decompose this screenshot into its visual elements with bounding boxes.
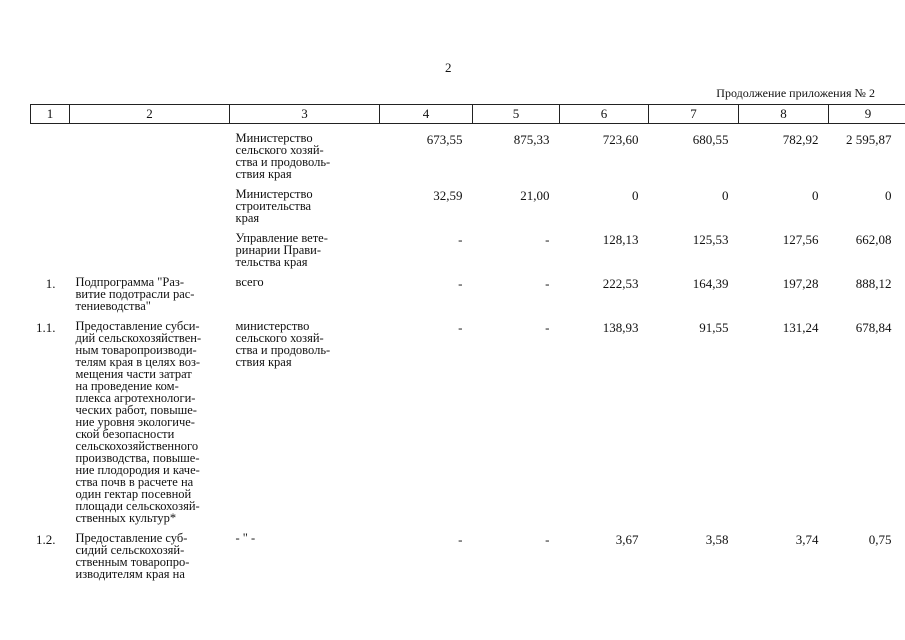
row-value: 21,00	[520, 188, 550, 203]
row-value: 673,55	[426, 132, 463, 147]
column-header: 2	[70, 105, 230, 124]
row-value: 128,13	[602, 232, 639, 247]
row-value: 680,55	[692, 132, 729, 147]
row-value: 662,08	[855, 232, 892, 247]
row-executor: Управление вете- ринарии Прави- тельства края	[235, 231, 328, 269]
page-number: 2	[445, 60, 452, 75]
row-number: 1.1.	[36, 320, 56, 335]
row-value: 0	[812, 188, 819, 203]
row-name: Подпрограмма "Раз- витие подотрасли рас- тениеводства"	[75, 275, 195, 313]
column-header: 7	[649, 105, 739, 124]
row-value: -	[458, 320, 463, 335]
row-value: 138,93	[602, 320, 639, 335]
column-header: 5	[473, 105, 560, 124]
table-row	[31, 180, 905, 224]
column-header: 4	[380, 105, 473, 124]
row-value: 888,12	[855, 276, 892, 291]
row-executor: Министерство сельского хозяй- ства и продоволь- ствия края	[235, 131, 331, 181]
column-header: 1	[31, 105, 70, 124]
table-row	[31, 224, 905, 268]
budget-table	[30, 104, 905, 580]
row-number: 1.2.	[36, 532, 56, 547]
row-executor: министерство сельского хозяй- ства и продоволь- ствия края	[235, 319, 331, 369]
row-name	[70, 124, 230, 181]
row-name: Предоставление субси- дий сельскохозяйствен- ным товаропроизводи- телям края в целях воз- мещения части затрат на проведение ком- плекса агротехнологи- ческих работ, повыше- ние уровня экологиче- ской безопасности сельскохозяйственного производства, повыше- ние плодородия и каче- ства почв в расчете на один гектар посевной площади сельскохозяй- ственных культур*	[75, 319, 202, 525]
row-value: 875,33	[513, 132, 550, 147]
column-header: 3	[230, 105, 380, 124]
row-value: 3,74	[795, 532, 819, 547]
row-value: 197,28	[782, 276, 819, 291]
column-header: 9	[829, 105, 905, 124]
row-value: 3,58	[705, 532, 729, 547]
table-row	[31, 312, 905, 524]
table-header-row	[31, 105, 905, 124]
column-header: 6	[560, 105, 649, 124]
row-value: 3,67	[615, 532, 639, 547]
row-value: -	[458, 276, 463, 291]
column-header: 8	[739, 105, 829, 124]
row-value: -	[545, 532, 550, 547]
row-value: 91,55	[699, 320, 729, 335]
row-value: 164,39	[692, 276, 729, 291]
row-value: 0	[632, 188, 639, 203]
row-value: 723,60	[602, 132, 639, 147]
row-number	[31, 180, 70, 224]
row-number	[31, 224, 70, 268]
row-value: 0	[722, 188, 729, 203]
row-value: -	[458, 232, 463, 247]
table-row	[31, 524, 905, 580]
row-value: -	[458, 532, 463, 547]
row-value: 32,59	[433, 188, 463, 203]
table-row	[31, 124, 905, 181]
row-number	[31, 124, 70, 181]
row-value: 2 595,87	[846, 132, 892, 147]
row-value: 131,24	[782, 320, 819, 335]
row-executor: всего	[235, 275, 264, 289]
row-name	[70, 180, 230, 224]
row-value: -	[545, 276, 550, 291]
row-value: 0,75	[868, 532, 892, 547]
row-value: -	[545, 320, 550, 335]
row-value: 678,84	[855, 320, 892, 335]
table-body	[31, 105, 905, 581]
continuation-label: Продолжение приложения № 2	[716, 86, 875, 100]
row-executor: Министерство строительства края	[235, 187, 313, 225]
row-value: 222,53	[602, 276, 639, 291]
row-value: 782,92	[782, 132, 819, 147]
row-value: 125,53	[692, 232, 729, 247]
table-row	[31, 268, 905, 312]
row-value: -	[545, 232, 550, 247]
row-value: 127,56	[782, 232, 819, 247]
row-executor: - " -	[235, 531, 256, 545]
row-number: 1.	[45, 276, 56, 291]
row-name	[70, 224, 230, 268]
row-name: Предоставление суб- сидий сельскохозяй- ственным товаропро- изводителям края на	[75, 531, 190, 581]
row-value: 0	[885, 188, 892, 203]
